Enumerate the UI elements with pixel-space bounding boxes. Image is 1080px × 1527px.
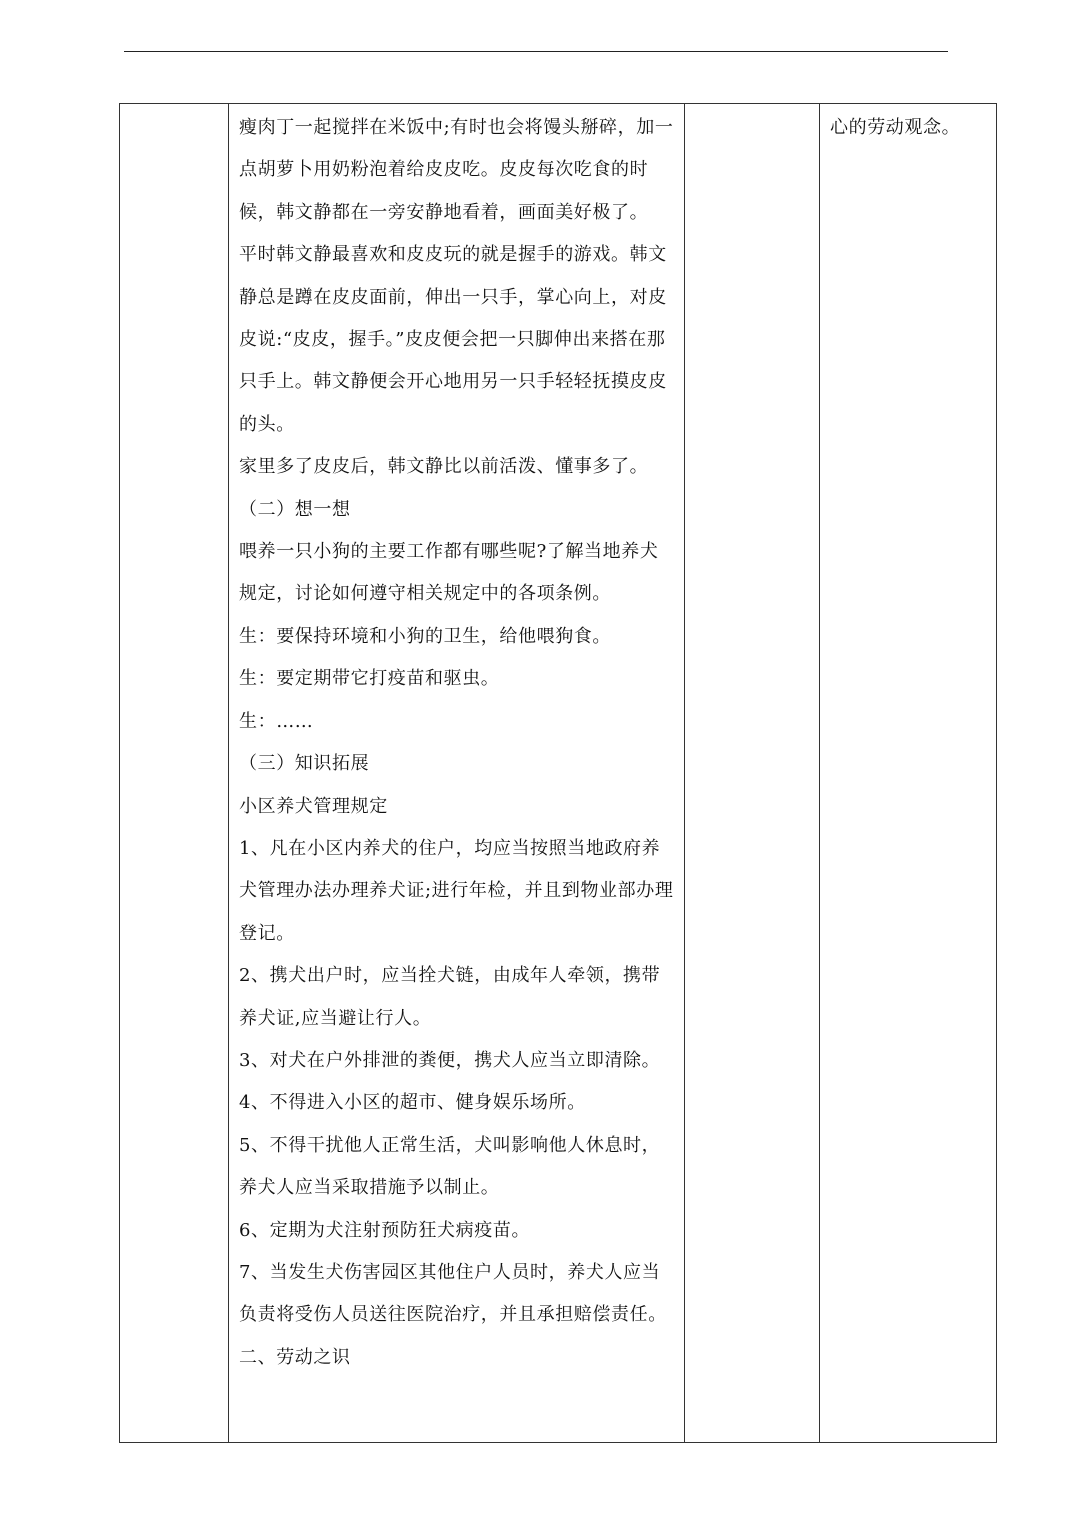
regulation-item-6: 6、定期为犬注射预防狂犬病疫苗。	[239, 1219, 531, 1241]
paragraph-story-feeding: 瘦肉丁一起搅拌在米饭中;有时也会将馒头掰碎，加一点胡萝卜用奶粉泡着给皮皮吃。皮皮每次吃食的时候，韩文静都在一旁安静地看着，画面美好极了。	[239, 117, 674, 223]
paragraph-think-question: 喂养一只小狗的主要工作都有哪些呢?了解当地养犬规定，讨论如何遵守相关规定中的各项条例。	[239, 541, 659, 605]
student-activity-cell	[685, 104, 820, 1443]
section-cell	[120, 104, 229, 1443]
heading-think: （二）想一想	[239, 498, 351, 520]
content-cell	[229, 104, 685, 1443]
paragraph-story-handshake: 平时韩文静最喜欢和皮皮玩的就是握手的游戏。韩文静总是蹲在皮皮面前，伸出一只手，掌心向上，对皮皮说:“皮皮，握手。”皮皮便会把一只脚伸出来搭在那只手上。韩文静便会开心地用另一只手轻轻抚摸皮皮的头。	[239, 244, 667, 435]
table-row	[120, 104, 997, 1443]
regulation-item-5: 5、不得干扰他人正常生活，犬叫影响他人休息时，养犬人应当采取措施予以制止。	[239, 1134, 661, 1199]
regulation-item-2: 2、携犬出户时，应当拴犬链，由成年人牵领，携带养犬证,应当避让行人。	[239, 965, 661, 1029]
student-answer-2: 生：要定期带它打疫苗和驱虫。	[239, 668, 500, 690]
regulation-item-7: 7、当发生犬伤害园区其他住户人员时，养犬人应当负责将受伤人员送往医院治疗，并且承担赔偿责任。	[239, 1261, 667, 1326]
header-rule	[124, 51, 948, 52]
design-intent-text: 心的劳动观念。	[830, 117, 961, 138]
regulation-item-3: 3、对犬在户外排泄的粪便，携犬人应当立即清除。	[239, 1049, 661, 1071]
regulation-item-1: 1、凡在小区内养犬的住户，均应当按照当地政府养犬管理办法办理养犬证;进行年检，并且到物业部办理登记。	[239, 837, 674, 944]
regulation-title: 小区养犬管理规定	[239, 795, 388, 817]
heading-labor-knowledge: 二、劳动之识	[239, 1346, 351, 1368]
regulation-item-4: 4、不得进入小区的超市、健身娱乐场所。	[239, 1092, 586, 1114]
student-answer-1: 生：要保持环境和小狗的卫生，给他喂狗食。	[239, 625, 611, 647]
lesson-plan-table	[119, 103, 997, 1443]
design-intent-cell	[820, 104, 997, 1443]
student-answer-3: 生：……	[239, 710, 314, 732]
heading-knowledge-extension: （三）知识拓展	[239, 753, 370, 775]
paragraph-story-ending: 家里多了皮皮后，韩文静比以前活泼、懂事多了。	[239, 456, 649, 478]
